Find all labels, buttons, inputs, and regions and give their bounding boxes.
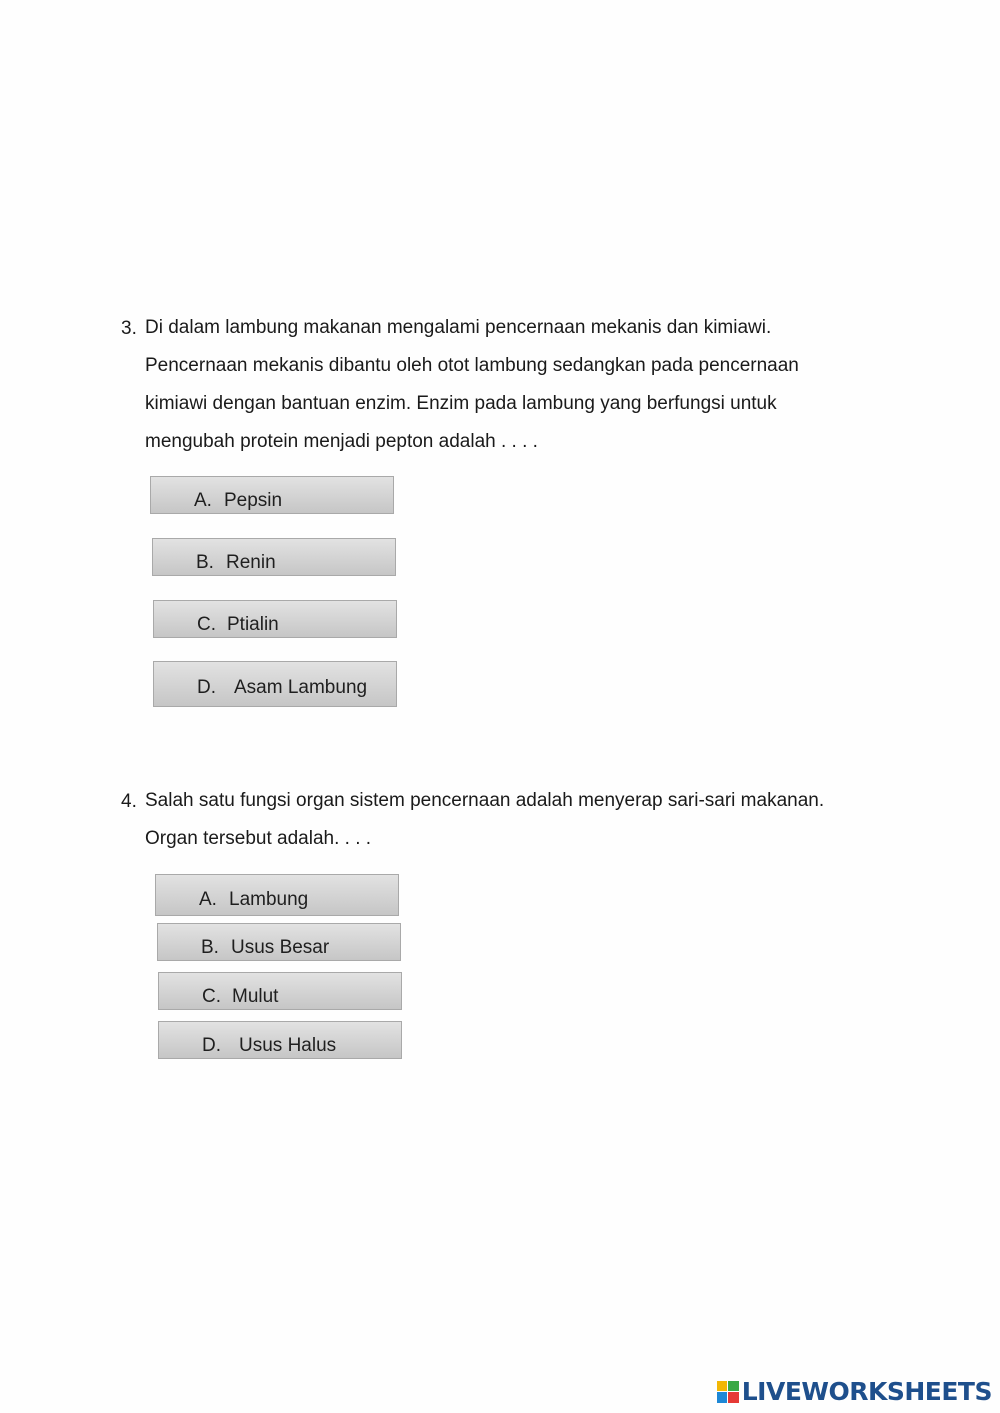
liveworksheets-brand (717, 1377, 992, 1406)
option-letter: D. (197, 677, 216, 698)
option-letter: A. (194, 490, 212, 511)
logo-square (728, 1381, 739, 1392)
logo-square (717, 1392, 728, 1403)
question-number: 4. (121, 791, 137, 812)
option-letter: B. (196, 552, 214, 573)
option-c-mulut[interactable] (158, 972, 402, 1010)
question-4 (121, 782, 878, 858)
option-label: Lambung (229, 889, 309, 910)
option-letter: C. (202, 986, 221, 1007)
question-line: Salah satu fungsi organ sistem pencernaan adalah menyerap sari-sari makanan. (145, 790, 825, 811)
question-text (145, 782, 878, 858)
option-label: Usus Halus (239, 1035, 337, 1056)
option-label: Mulut (232, 986, 279, 1007)
option-label: Asam Lambung (234, 677, 368, 698)
option-label: Usus Besar (231, 937, 330, 958)
option-c-ptialin[interactable] (153, 600, 397, 638)
brand-name: LIVEWORKSHEETS (741, 1377, 992, 1406)
liveworksheets-logo-icon (717, 1381, 739, 1403)
question-3 (121, 309, 878, 461)
question-line: kimiawi dengan bantuan enzim. Enzim pada lambung yang berfungsi untuk (145, 393, 777, 414)
option-d-asam-lambung[interactable] (153, 661, 397, 707)
question-line: mengubah protein menjadi pepton adalah . . . . (145, 431, 538, 452)
question-line: Pencernaan mekanis dibantu oleh otot lambung sedangkan pada pencernaan (145, 355, 799, 376)
option-a-lambung[interactable] (155, 874, 399, 916)
option-letter: D. (202, 1035, 221, 1056)
option-label: Renin (226, 552, 276, 573)
logo-square (728, 1392, 739, 1403)
option-letter: C. (197, 614, 216, 635)
option-d-usus-halus[interactable] (158, 1021, 402, 1059)
option-label: Ptialin (227, 614, 279, 635)
question-line: Organ tersebut adalah. . . . (145, 828, 372, 849)
question-text (145, 309, 878, 461)
option-label: Pepsin (224, 490, 283, 511)
logo-square (717, 1381, 728, 1392)
question-number: 3. (121, 318, 137, 339)
option-letter: B. (201, 937, 219, 958)
option-b-usus-besar[interactable] (157, 923, 401, 961)
option-letter: A. (199, 889, 217, 910)
option-b-renin[interactable] (152, 538, 396, 576)
option-a-pepsin[interactable] (150, 476, 394, 514)
question-line: Di dalam lambung makanan mengalami pencernaan mekanis dan kimiawi. (145, 317, 772, 338)
